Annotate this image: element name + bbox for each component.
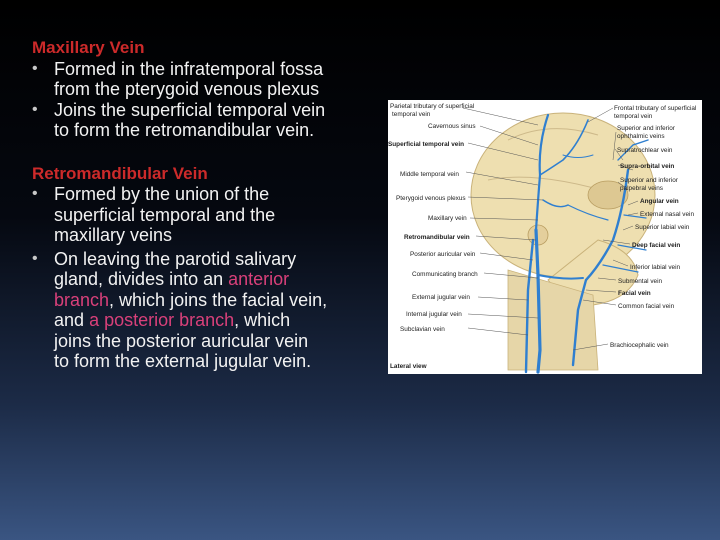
bullet-line: • Formed in the infratemporal fossa (54, 58, 324, 79)
maxillary-vein-heading: Maxillary Vein (32, 38, 145, 57)
retromandibular-vein-heading: Retromandibular Vein (32, 163, 208, 183)
label-ophthalmic-veins-2: ophthalmic veins (617, 133, 665, 140)
label-external-jugular-vein: External jugular vein (412, 294, 470, 301)
label-frontal-tributary-2: temporal vein (614, 113, 653, 120)
bullet-line: branch, which joins the facial vein, (54, 289, 328, 310)
retromandibular-bullet-2 (32, 249, 384, 372)
retromandibular-bullet-1 (32, 184, 384, 246)
label-communicating-branch: Communicating branch (412, 271, 478, 278)
bullet-line: superficial temporal and the (54, 204, 276, 225)
label-brachiocephalic-vein: Brachiocephalic vein (610, 342, 669, 349)
label-maxillary-vein: Maxillary vein (428, 215, 467, 222)
bullet-line: • On leaving the parotid salivary (54, 248, 297, 269)
label-angular-vein: Angular vein (640, 198, 679, 205)
label-ophthalmic-veins: Superior and inferior (617, 125, 675, 132)
label-supra-orbital-vein: Supra-orbital vein (620, 163, 675, 170)
bullet-line: gland, divides into an anterior (54, 269, 290, 289)
anterior-highlight: anterior (228, 269, 290, 289)
label-submental-vein: Submental vein (618, 278, 663, 285)
bullet-line: maxillary veins (54, 225, 173, 245)
bullet-line: and a posterior branch, which (54, 310, 291, 330)
label-inferior-labial-vein: Inferior labial vein (630, 264, 681, 271)
label-subclavian-vein: Subclavian vein (400, 326, 445, 333)
label-pterygoid-venous-plexus: Pterygoid venous plexus (396, 195, 466, 202)
bullet-line: joins the posterior auricular vein (54, 330, 309, 351)
label-superior-labial-vein: Superior labial vein (635, 224, 690, 231)
label-palpebral-veins-2: palpebral veins (620, 185, 663, 192)
label-internal-jugular-vein: Internal jugular vein (406, 311, 462, 318)
bullet-line: from the pterygoid venous plexus (54, 79, 320, 99)
maxillary-bullet-2 (32, 100, 384, 141)
bullet-line: • Formed by the union of the (54, 184, 270, 204)
head-veins-figure (388, 100, 702, 374)
label-posterior-auricular-vein: Posterior auricular vein (410, 251, 476, 258)
bullet-line: to form the external jugular vein. (54, 351, 312, 371)
label-parietal-tributary: Parietal tributary of superficial (390, 103, 475, 110)
branch-highlight: branch (54, 289, 110, 310)
label-frontal-tributary: Frontal tributary of superficial (614, 105, 697, 112)
slide-text-block (32, 38, 384, 372)
label-external-nasal-vein: External nasal vein (640, 211, 694, 218)
bullet-line: • Joins the superficial temporal vein (54, 99, 326, 120)
posterior-branch-highlight: a posterior branch (89, 310, 235, 330)
label-middle-temporal-vein: Middle temporal vein (400, 171, 459, 178)
label-cavernous-sinus: Cavernous sinus (428, 123, 476, 130)
figure-caption: Lateral view (390, 363, 427, 370)
label-palpebral-veins: Superior and inferior (620, 177, 678, 184)
label-superficial-temporal-vein: Superficial temporal vein (388, 141, 465, 148)
bullet-line: to form the retromandibular vein. (54, 120, 315, 140)
label-common-facial-vein: Common facial vein (618, 303, 675, 310)
label-deep-facial-vein: Deep facial vein (632, 242, 681, 249)
label-facial-vein: Facial vein (618, 290, 651, 297)
label-supratrochlear-vein: Supratrochlear vein (617, 147, 673, 154)
label-retromandibular-vein: Retromandibular vein (404, 234, 470, 241)
label-parietal-tributary-2: temporal vein (392, 111, 431, 118)
anatomy-illustration (388, 100, 702, 374)
maxillary-bullet-1 (32, 59, 384, 100)
